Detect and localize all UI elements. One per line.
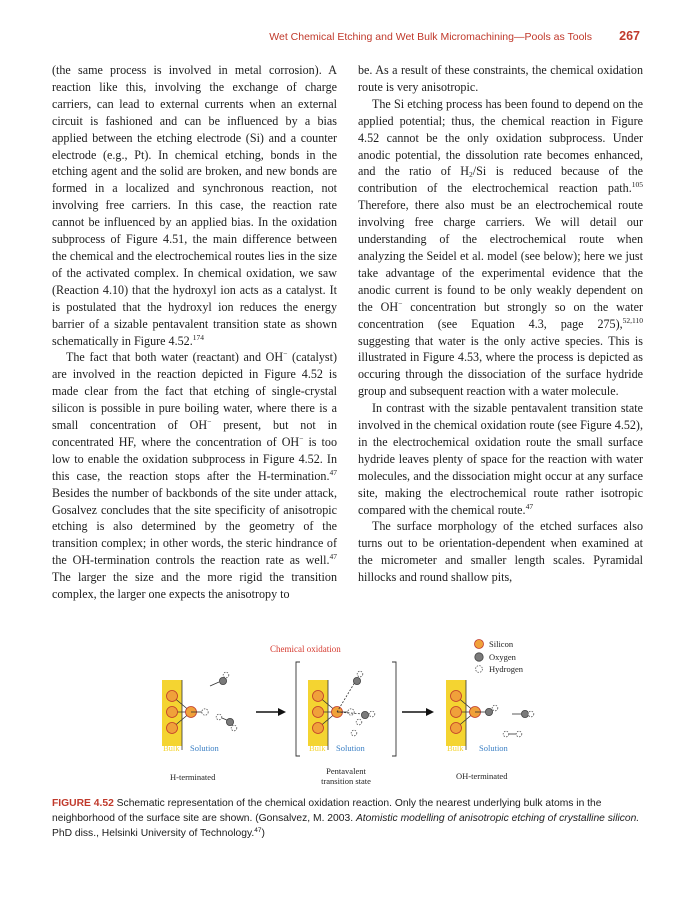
- solution-label: Solution: [479, 743, 508, 753]
- page-number: 267: [619, 29, 640, 43]
- running-head: [240, 30, 640, 46]
- oxygen-legend-icon: [475, 653, 483, 661]
- left-column: [52, 62, 337, 603]
- oxygen-atom: [226, 718, 233, 725]
- right-column: [358, 62, 643, 586]
- hydrogen-atom: [202, 709, 208, 715]
- legend-hydrogen: Hydrogen: [489, 664, 523, 674]
- silicon-atom: [313, 707, 324, 718]
- oh-terminated-panel: [446, 680, 534, 781]
- hydrogen-legend-icon: [476, 666, 483, 673]
- figure-caption: FIGURE 4.52 Schematic representation of the chemical oxidation reaction. Only the nearest underlying bulk atoms in the neighborhood of the surface site are shown. (Gonsalvez, M. 2003. Atomistic modelling of anisotropic etching of crystalline silicon. PhD diss., Helsinki University of Technology.$^{47}$): [52, 798, 640, 839]
- oxygen-atom: [219, 677, 226, 684]
- legend-silicon: Silicon: [489, 639, 514, 649]
- h-terminated-panel: [162, 672, 237, 782]
- hydrogen-atom: [223, 672, 229, 678]
- oxygen-atom: [361, 711, 368, 718]
- running-title: Wet Chemical Etching and Wet Bulk Micromachining—Pools as Tools: [269, 31, 592, 43]
- hydrogen-atom: [216, 714, 222, 720]
- bracket-left: [296, 662, 300, 756]
- paragraph: The fact that both water (reactant) and OH− (catalyst) are involved in the reaction depicted in Figure 4.52 is made clear from the fact that etching of single-crystal silicon is possible in pure boiling water, where there is a small concentration of OH− present, but not in concentrated HF, where the concentration of OH− is too low to enable the oxidation subprocess in Figure 4.52. In this case, the reaction stops after the H-termination.$^{47}$ Besides the number of backbonds of the site under attack, Gosalvez concludes that the site specificity of anisotropic etching is also determined by the geometry of the transition complex; in other words, the steric hindrance of the OH-termination controls the reaction rate as well.$^{47}$ The larger the size and the more rigid the transition complex, the larger one expects the anisotropy to: [52, 349, 337, 602]
- hydrogen-atom: [351, 730, 357, 736]
- state-label-transition: transition state: [321, 776, 371, 786]
- paragraph: (the same process is involved in metal corrosion). A reaction like this, involving the exchange of charge carriers, can lead to external currents when an external circuit is fashioned and can be influenced by a bias applied between the etching electrode (Si) and a counter electrode (e.g., Pt). In chemical etching, bonds in the etching agent and the solid are broken, and new bonds are formed in a localized and synchronous reaction, not involving free carriers. In this case, the reaction rate cannot be influenced by an applied bias. In the oxidation subprocess of Figure 4.51, the main difference between the chemical and the electrochemical routes lies in the size of the activated complex. In chemical oxidation, we saw (Reaction 4.10) that the hydroxyl ion acts as a catalyst. It is postulated that the hydroxyl ion reduces the energy barrier of a sizable pentavalent transition state as shown schematically in Figure 4.52.$^{174}$: [52, 63, 337, 348]
- silicon-atom: [451, 691, 462, 702]
- hydrogen-atom: [348, 709, 354, 715]
- state-label-h-terminated: H-terminated: [170, 772, 216, 782]
- paragraph: The Si etching process has been found to depend on the applied potential; thus, the chemical reaction in Figure 4.52 cannot be the only oxidation subprocess. Under anodic potential, the dissolution rate becomes enhanced, and the ratio of $H_2/Si$ is reduced because of the contribution of the electrochemical reaction path.$^{105}$ Therefore, there also must be an electrochemical route involving free charge carriers. We will detail our understanding of the electrochemical route when analyzing the Seidel et al. model (see below); here we just take advantage of the experimental evidence that the anodic current is found to be only weakly dependent on the OH− concentration but strongly so on the water concentration (see Equation 4.3, page 275),$^{52,110}$ suggesting that water is the only active species. This is illustrated in Figure 4.53, where the process is depicted as occuring through the dissociation of the surface hydride group and subsequent reaction with a water molecule.: [358, 96, 643, 399]
- hydrogen-atom: [357, 671, 363, 677]
- hydrogen-atom: [356, 719, 362, 725]
- state-label-pentavalent: Pentavalent: [326, 766, 366, 776]
- solution-label: Solution: [190, 743, 219, 753]
- hydrogen-atom: [528, 711, 534, 717]
- state-label-oh-terminated: OH-terminated: [456, 771, 508, 781]
- legend-oxygen: Oxygen: [489, 652, 516, 662]
- silicon-atom: [167, 691, 178, 702]
- bulk-label: Bulk: [163, 743, 180, 753]
- silicon-atom: [167, 707, 178, 718]
- solution-label: Solution: [336, 743, 365, 753]
- silicon-atom: [451, 723, 462, 734]
- arrow-head: [278, 708, 286, 716]
- oxygen-atom: [353, 677, 360, 684]
- bulk-label: Bulk: [447, 743, 464, 753]
- hydrogen-atom: [369, 711, 375, 717]
- bulk-label: Bulk: [309, 743, 326, 753]
- figure-4-52: [150, 634, 570, 790]
- arrow-head: [426, 708, 434, 716]
- silicon-legend-icon: [475, 640, 484, 649]
- oxygen-atom: [485, 708, 492, 715]
- silicon-atom: [313, 723, 324, 734]
- silicon-atom: [451, 707, 462, 718]
- hydrogen-atom: [492, 705, 498, 711]
- chemical-oxidation-diagram: [150, 634, 570, 790]
- paragraph: be. As a result of these constraints, the chemical oxidation route is very anisotropic.: [358, 63, 643, 94]
- hydrogen-atom: [503, 731, 509, 737]
- silicon-atom: [313, 691, 324, 702]
- hydrogen-atom: [516, 731, 522, 737]
- transition-state-panel: [296, 662, 396, 786]
- paragraph: In contrast with the sizable pentavalent transition state involved in the chemical oxidation route (see Figure 4.52), in the electrochemical oxidation route the small surface hydride leaves plenty of space for the reaction with water molecules, and the dissociation might occur at any surface site, making the electrochemical route rather isotropic compared with the chemical route.$^{47}$: [358, 401, 643, 517]
- bracket-right: [392, 662, 396, 756]
- figure-label: FIGURE 4.52: [52, 798, 114, 809]
- oxygen-atom: [521, 710, 528, 717]
- silicon-atom: [167, 723, 178, 734]
- paragraph: The surface morphology of the etched surfaces also turns out to be orientation-dependent when examined at the micrometer and smaller length scales. Pyramidal hillocks and round shallow pits,: [358, 519, 643, 585]
- hydrogen-atom: [231, 725, 237, 731]
- figure-title: Chemical oxidation: [270, 644, 341, 654]
